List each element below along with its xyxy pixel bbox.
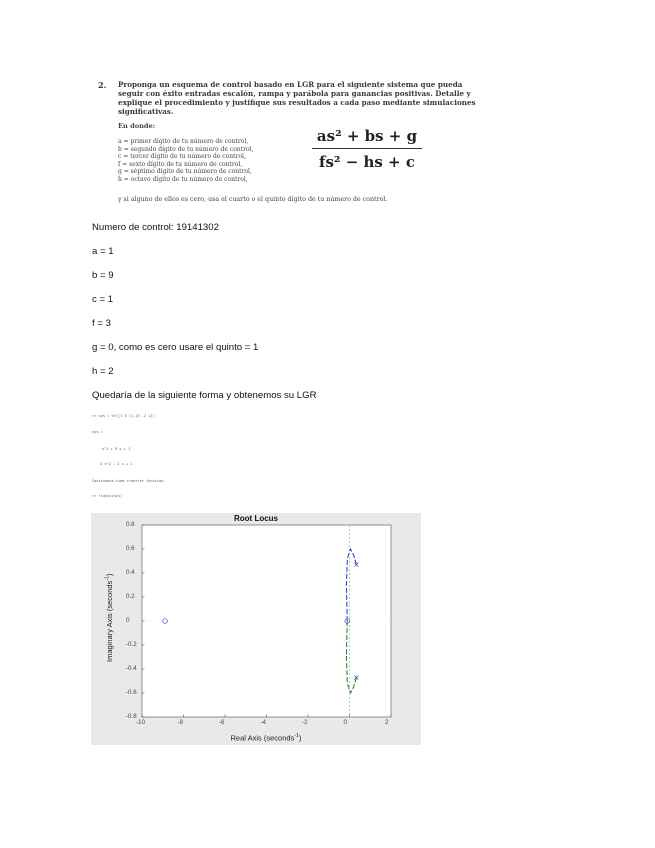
transfer-function (312, 126, 422, 172)
problem-text: Proponga un esquema de control basado en LGR para el siguiente sistema que pueda seguir con éxito entradas escalón, rampa y parábola para ganancias positivas. Detalle y explique el procedimiento y justifique sus resultados a cada paso mediante simulaciones significativas. (118, 80, 476, 116)
x-tick-label: 2 (385, 719, 389, 726)
y-tick-label: -0.8 (126, 713, 137, 720)
tf-denominator: fs² − hs + c (319, 153, 415, 172)
control-number: Numero de control: 19141302 (92, 222, 219, 233)
y-tick-label: -0.6 (126, 689, 137, 696)
y-axis-label-text: Imaginary Axis (seconds (104, 580, 114, 662)
definition-h: h = octavo dígito de tu número de control, (118, 175, 248, 183)
definitions-list (118, 138, 318, 184)
definition-a: a = primer dígito de tu número de control, (118, 138, 249, 145)
y-tick-label: 0.6 (126, 545, 135, 552)
y-axis-label: Imaginary Axis (seconds$^{-1}$) (104, 573, 114, 662)
definition-f: f = sexto dígito de tu número de control, (118, 160, 243, 168)
value-b: b = 9 (92, 270, 114, 281)
x-tick-label: 0 (343, 719, 347, 726)
chart-title: Root Locus (234, 514, 278, 523)
definition-b: b = segundo dígito de tu número de control, (118, 145, 254, 153)
tf-numerator: as² + bs + g (316, 127, 418, 145)
y-tick-label: 0.4 (126, 569, 135, 576)
problem-number: 2. (98, 80, 107, 90)
y-tick-label: -0.4 (126, 665, 137, 672)
y-tick-label: 0 (126, 617, 130, 624)
definition-g: g = séptimo dígito de tu número de control, (118, 168, 252, 176)
x-axis-label: Real Axis (seconds$^{-1}$) (230, 733, 302, 743)
definition-c: c = tercer dígito de tu número de control, (118, 153, 246, 161)
y-tick-label: -0.2 (126, 641, 137, 648)
y-axis-label-exponent: -1 (104, 576, 111, 581)
root-locus-plot (91, 513, 421, 745)
x-tick-label: -6 (219, 719, 225, 726)
x-tick-label: -2 (302, 719, 308, 726)
x-tick-label: -10 (136, 719, 145, 726)
x-axis-label-text: Real Axis (seconds (230, 733, 295, 743)
value-g: g = 0, como es cero usare el quinto = 1 (92, 342, 259, 353)
zero-digit-note: y si alguno de ellos es cero, usa el cuarto o el quinto dígito de tu número de control. (118, 196, 388, 203)
y-tick-label: 0.2 (126, 593, 135, 600)
code-line-denominator: 3 s^2 - 2 s + 1 (100, 462, 133, 466)
value-h: h = 2 (92, 366, 114, 377)
code-line-sys: sys = (92, 430, 103, 434)
code-line-continuous: Continuous-time transfer function. (92, 479, 166, 483)
root-locus-figure (91, 513, 421, 745)
x-tick-label: -8 (177, 719, 184, 726)
value-a: a = 1 (92, 246, 114, 257)
code-line-tf: >> sys = tf([1 9 1],[3 -2 1]) (92, 414, 155, 418)
code-line-numerator: s^2 + 9 s + 1 (102, 447, 131, 451)
value-c: c = 1 (92, 294, 114, 305)
where-label: En donde: (118, 122, 156, 130)
code-line-rlocus: >> rlocus(sys) (92, 494, 123, 498)
x-tick-label: -4 (260, 719, 267, 726)
y-tick-label: 0.8 (126, 521, 135, 528)
fraction-bar (312, 148, 422, 149)
conclusion-text: Quedaría de la siguiente forma y obtenemos su LGR (92, 390, 317, 401)
x-axis-label-exponent: -1 (294, 733, 299, 739)
value-f: f = 3 (92, 318, 111, 329)
